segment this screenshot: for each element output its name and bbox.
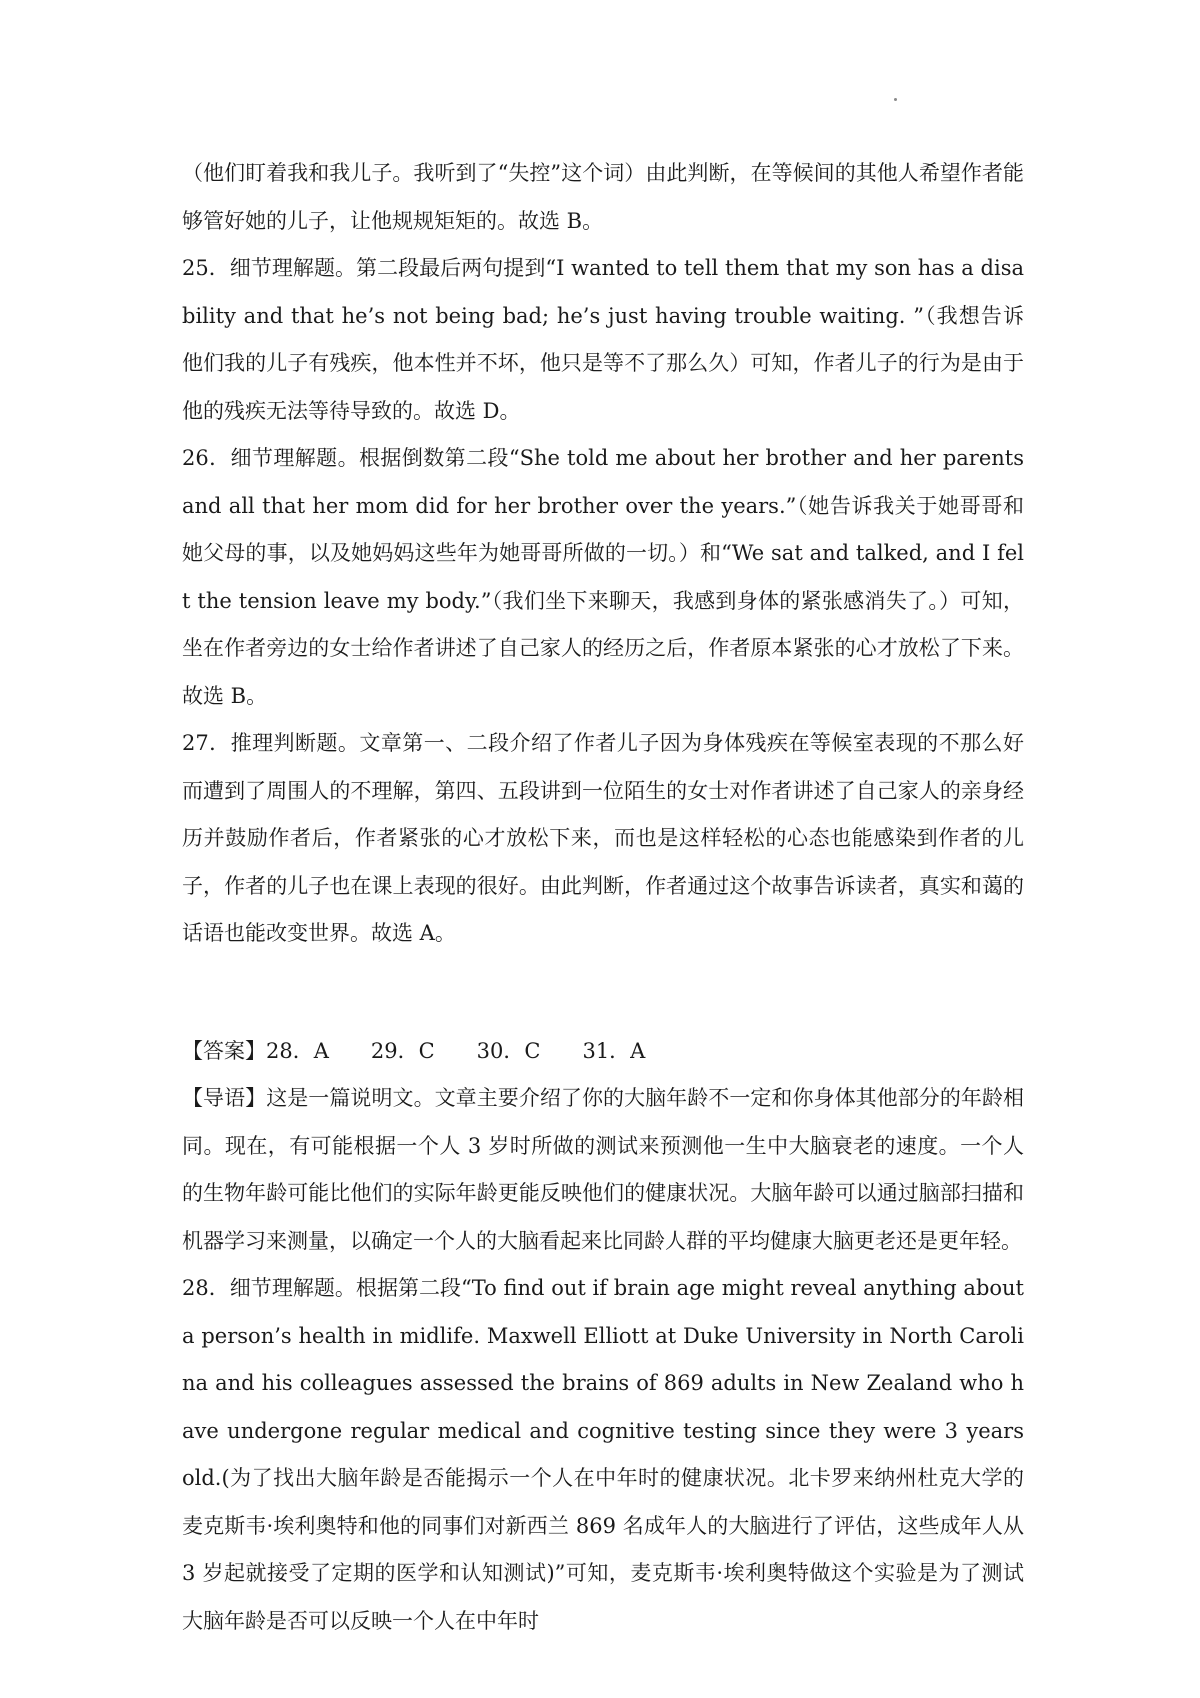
answer-key-line: 【答案】28．A 29．C 30．C 31．A — [182, 1038, 646, 1063]
paragraph-q24-continued: （他们盯着我和我儿子。我听到了“失控”这个词）由此判断，在等候间的其他人希望作者能够管好她的儿子，让他规规矩矩的。故选 B。 — [182, 161, 1024, 233]
page-dot-mark — [894, 98, 897, 101]
answer-explanations — [182, 150, 1024, 1645]
paragraph-q28: 28．细节理解题。根据第二段“To find out if brain age might reveal anything about a person’s health in midlife. Maxwell Elliott at Duke University in North Carolina and his colleagues assessed the brains of 869 adults in New Zealand who have undergone regular medical and cognitive testing since they were 3 years old.(为了找出大脑年龄是否能揭示一个人在中年时的健康状况。北卡罗来纳州杜克大学的麦克斯韦·埃利奥特和他的同事们对新西兰 869 名成年人的大脑进行了评估，这些成年人从 3 岁起就接受了定期的医学和认知测试)”可知，麦克斯韦·埃利奥特做这个实验是为了测试大脑年龄是否可以反映一个人在中年时 — [182, 1276, 1024, 1633]
paragraph-q26: 26．细节理解题。根据倒数第二段“She told me about her brother and her parents and all that her mom did for her brother over the years.”（她告诉我关于她哥哥和她父母的事，以及她妈妈这些年为她哥哥所做的一切。）和“We sat and talked, and I felt the tension leave my body.”（我们坐下来聊天，我感到身体的紧张感消失了。）可知，坐在作者旁边的女士给作者讲述了自己家人的经历之后，作者原本紧张的心才放松了下来。故选 B。 — [182, 446, 1024, 708]
paragraph-q27: 27．推理判断题。文章第一、二段介绍了作者儿子因为身体残疾在等候室表现的不那么好而遭到了周围人的不理解，第四、五段讲到一位陌生的女士对作者讲述了自己家人的亲身经历并鼓励作者后，作者紧张的心才放松下来，而也是这样轻松的心态也能感染到作者的儿子，作者的儿子也在课上表现的很好。由此判断，作者通过这个故事告诉读者，真实和蔼的话语也能改变世界。故选 A。 — [182, 731, 1024, 945]
section-gap — [182, 958, 1024, 1028]
intro-paragraph: 【导语】这是一篇说明文。文章主要介绍了你的大脑年龄不一定和你身体其他部分的年龄相同。现在，有可能根据一个人 3 岁时所做的测试来预测他一生中大脑衰老的速度。一个人的生物年龄可能比他们的实际年龄更能反映他们的健康状况。大脑年龄可以通过脑部扫描和机器学习来测量，以确定一个人的大脑看起来比同龄人群的平均健康大脑更老还是更年轻。 — [182, 1086, 1024, 1253]
paragraph-q25: 25．细节理解题。第二段最后两句提到“I wanted to tell them that my son has a disability and that he’s not being bad; he’s just having trouble waiting. ”（我想告诉他们我的儿子有残疾，他本性并不坏，他只是等不了那么久）可知，作者儿子的行为是由于他的残疾无法等待导致的。故选 D。 — [182, 256, 1024, 423]
